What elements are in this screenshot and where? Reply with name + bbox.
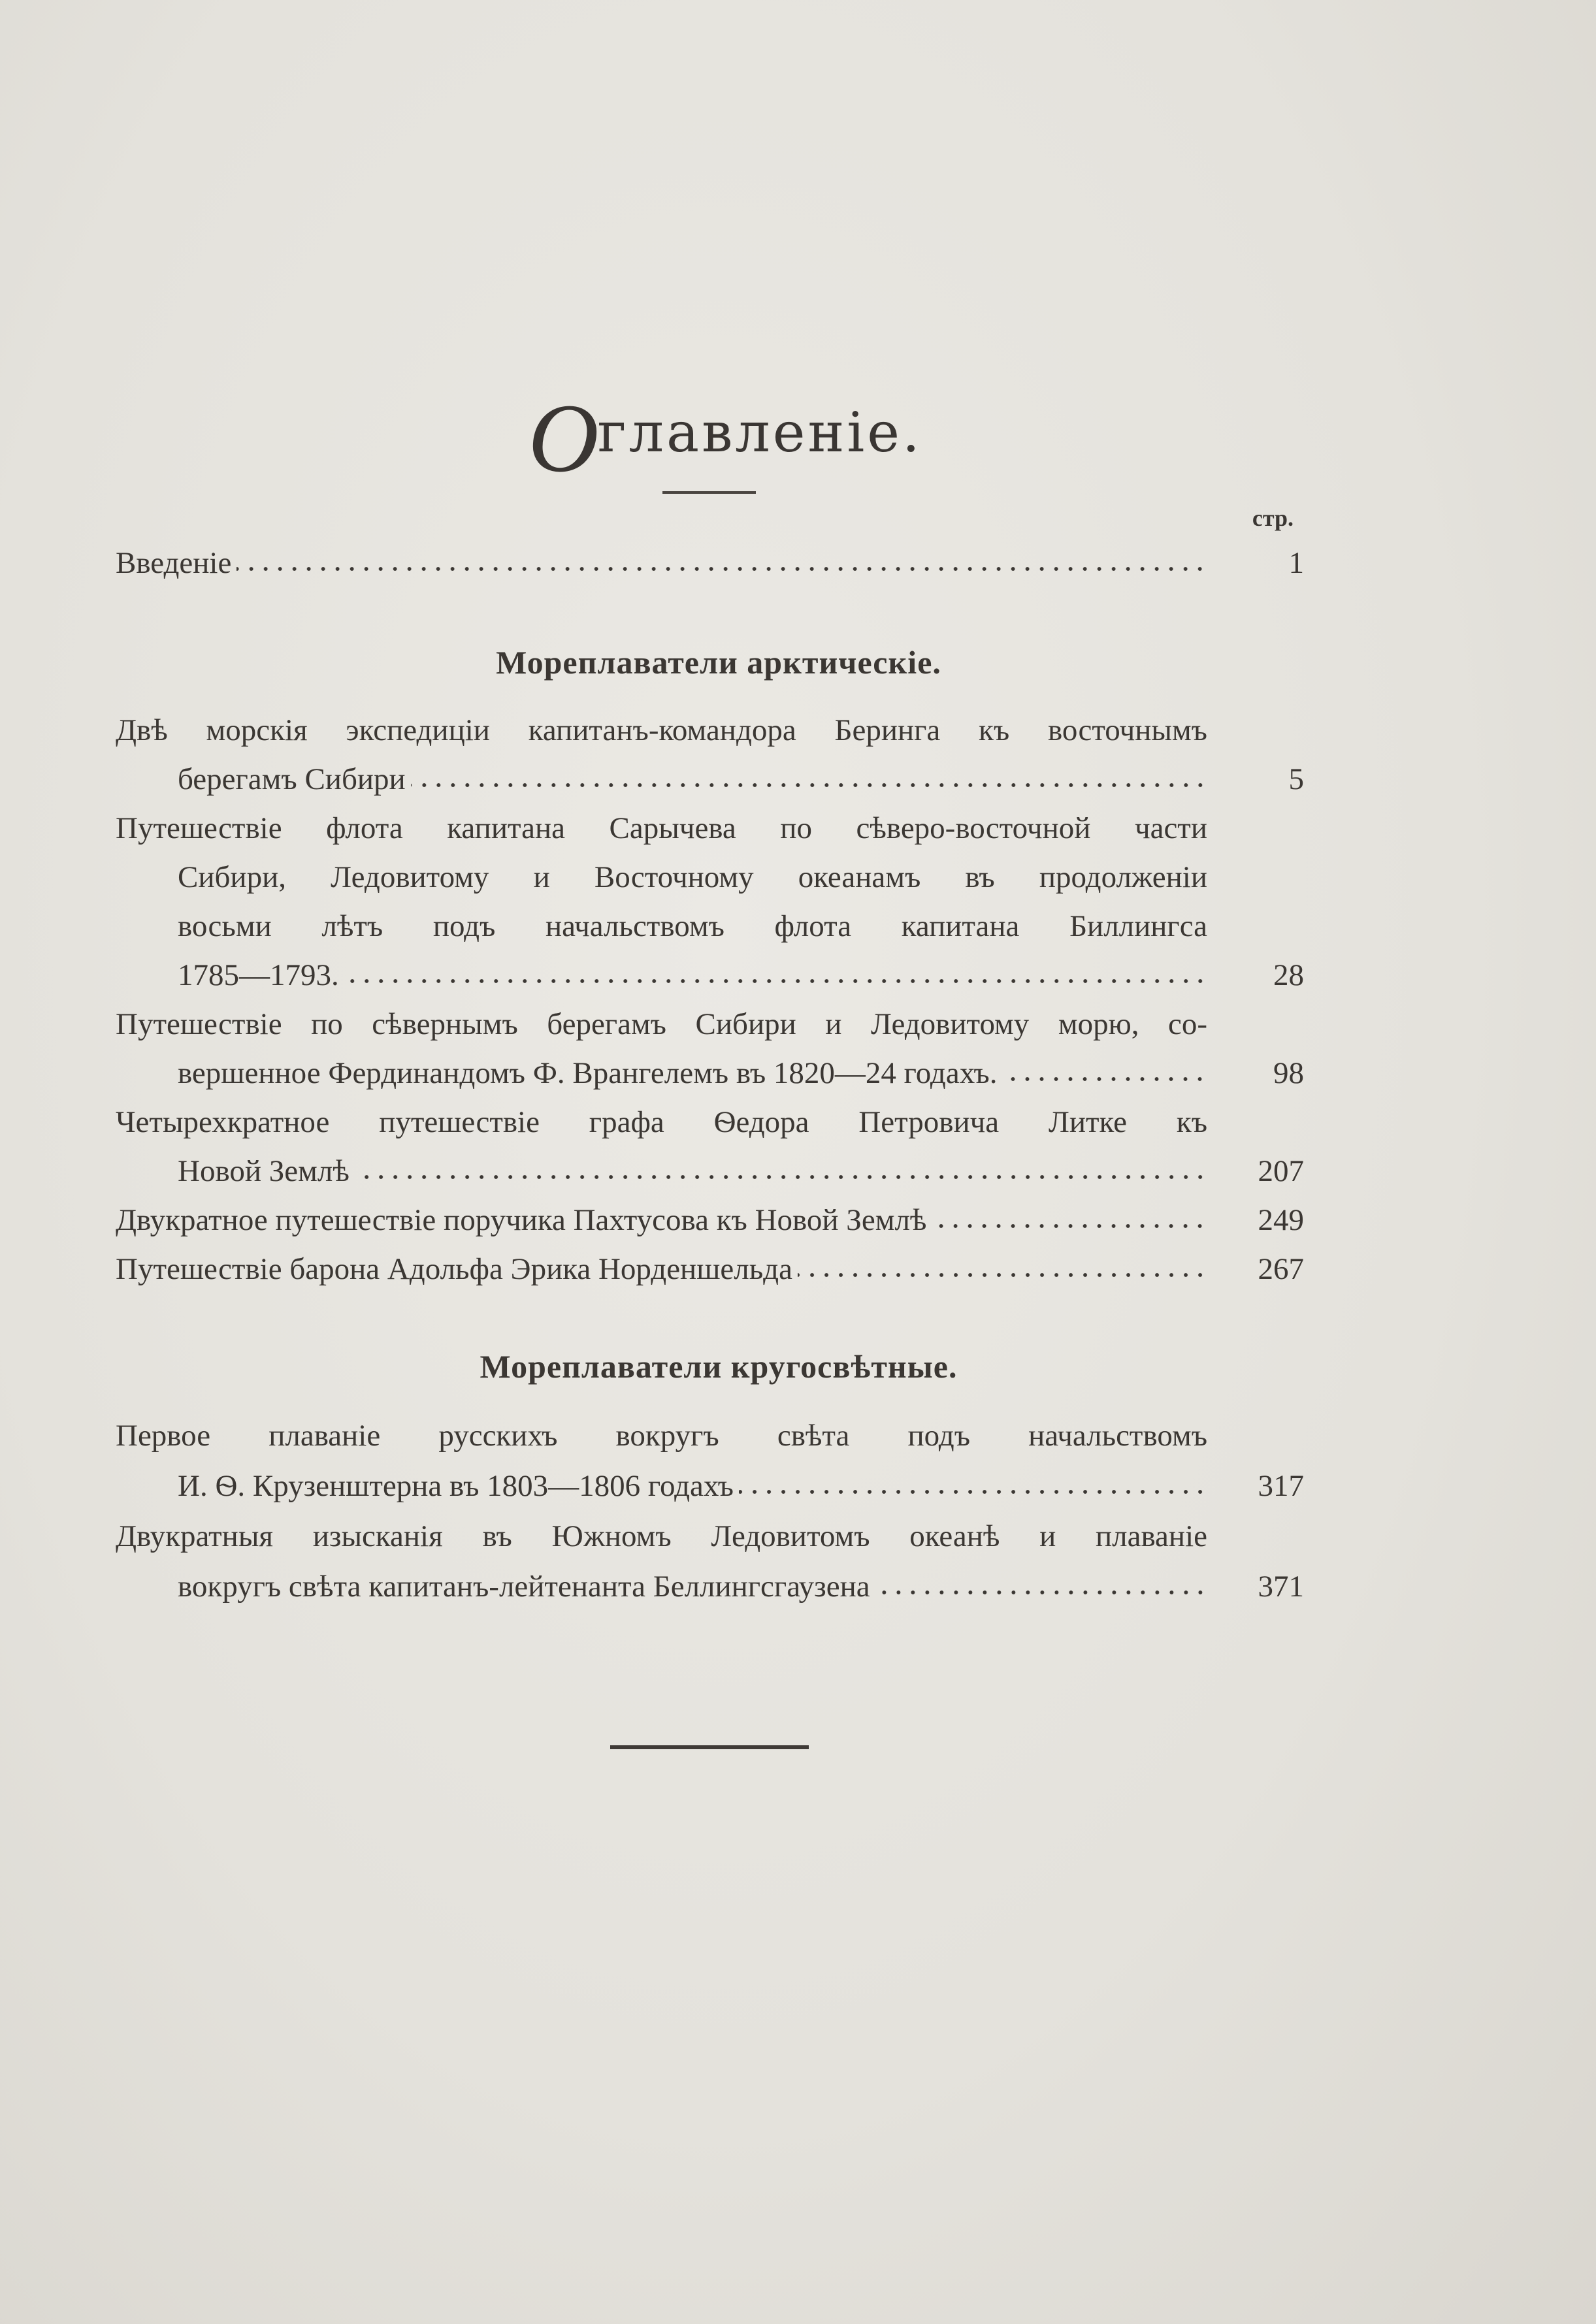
toc-entry-line [178,957,1207,993]
title-initial: О [528,384,602,492]
toc-entry-line [178,761,1207,798]
title-text: главленіе. [597,400,922,464]
toc-entry-line [116,1006,1207,1042]
page-column-label: стр. [1252,505,1294,531]
dot-leader [236,560,1207,573]
entry-text: Введеніе [116,546,232,580]
entry-text: Сибири, Ледовитому и Восточному океанамъ въ продолженіи [178,860,1207,894]
section-heading-circumnavigation: Мореплаватели кругосвѣтные. [480,1348,958,1385]
entry-text: Путешествіе по сѣвернымъ берегамъ Сибири и Ледовитому морю, со- [116,1007,1207,1041]
page-number: 28 [1273,958,1304,992]
entry-text: Путешествіе барона Адольфа Эрика Норденшельда [116,1252,792,1286]
page-number: 207 [1258,1154,1304,1188]
entry-text: Четырехкратное путешествіе графа Ѳедора Петровича Литке къ [116,1105,1207,1139]
dot-leader [355,1168,1207,1181]
bottom-divider [610,1745,809,1749]
entry-text: вокругъ свѣта капитанъ-лейтенанта Беллингсгаузена [178,1570,870,1604]
dot-leader [875,1583,1207,1596]
toc-entry-line [178,859,1207,896]
page-number: 317 [1258,1469,1304,1503]
page-number: 5 [1288,762,1304,796]
toc-entry-line [178,1568,1207,1605]
toc-entry-line [178,908,1207,944]
entry-text: 1785—1793. [178,958,339,992]
toc-entry-line [116,545,1207,581]
toc-entry-line [116,712,1207,749]
entry-text: берегамъ Сибири [178,762,406,796]
page-number: 267 [1258,1252,1304,1286]
dot-leader [798,1266,1207,1279]
toc-entry-line [116,1518,1207,1555]
toc-entry-line [116,1417,1207,1454]
page-title [0,382,1450,494]
title-divider [662,491,756,494]
dot-leader [1002,1070,1207,1083]
dot-leader [344,972,1207,985]
entry-text: И. Ѳ. Крузенштерна въ 1803—1806 годахъ [178,1469,734,1503]
toc-entry-line [116,810,1207,847]
entry-text: вершенное Фердинандомъ Ф. Врангелемъ въ 1820—24 годахъ. [178,1056,998,1090]
toc-entry-line [116,1104,1207,1140]
toc-entry-line [178,1468,1207,1504]
entry-text: восьми лѣтъ подъ начальствомъ флота капитана Биллингса [178,909,1207,943]
entry-text: Путешествіе флота капитана Сарычева по сѣверо-восточной части [116,811,1207,845]
toc-entry-line [178,1153,1207,1189]
section-heading-arctic: Мореплаватели арктическіе. [496,644,941,681]
toc-entry-line [116,1251,1207,1287]
page-number: 1 [1288,546,1304,580]
page-number: 98 [1273,1056,1304,1090]
entry-text: Новой Землѣ [178,1154,350,1188]
entry-text: Двѣ морскія экспедиціи капитанъ-командора Беринга къ восточнымъ [116,713,1207,747]
dot-leader [739,1483,1207,1496]
page-number: 371 [1258,1570,1304,1604]
dot-leader [411,776,1207,789]
entry-text: Двукратное путешествіе поручика Пахтусова къ Новой Землѣ [116,1203,927,1237]
entry-text: Двукратныя изысканія въ Южномъ Ледовитомъ океанѣ и плаваніе [116,1519,1207,1553]
dot-leader [932,1217,1207,1230]
page-number: 249 [1258,1203,1304,1237]
toc-entry-line [178,1055,1207,1091]
toc-entry-line [116,1202,1207,1238]
entry-text: Первое плаваніе русскихъ вокругъ свѣта подъ начальствомъ [116,1419,1207,1453]
